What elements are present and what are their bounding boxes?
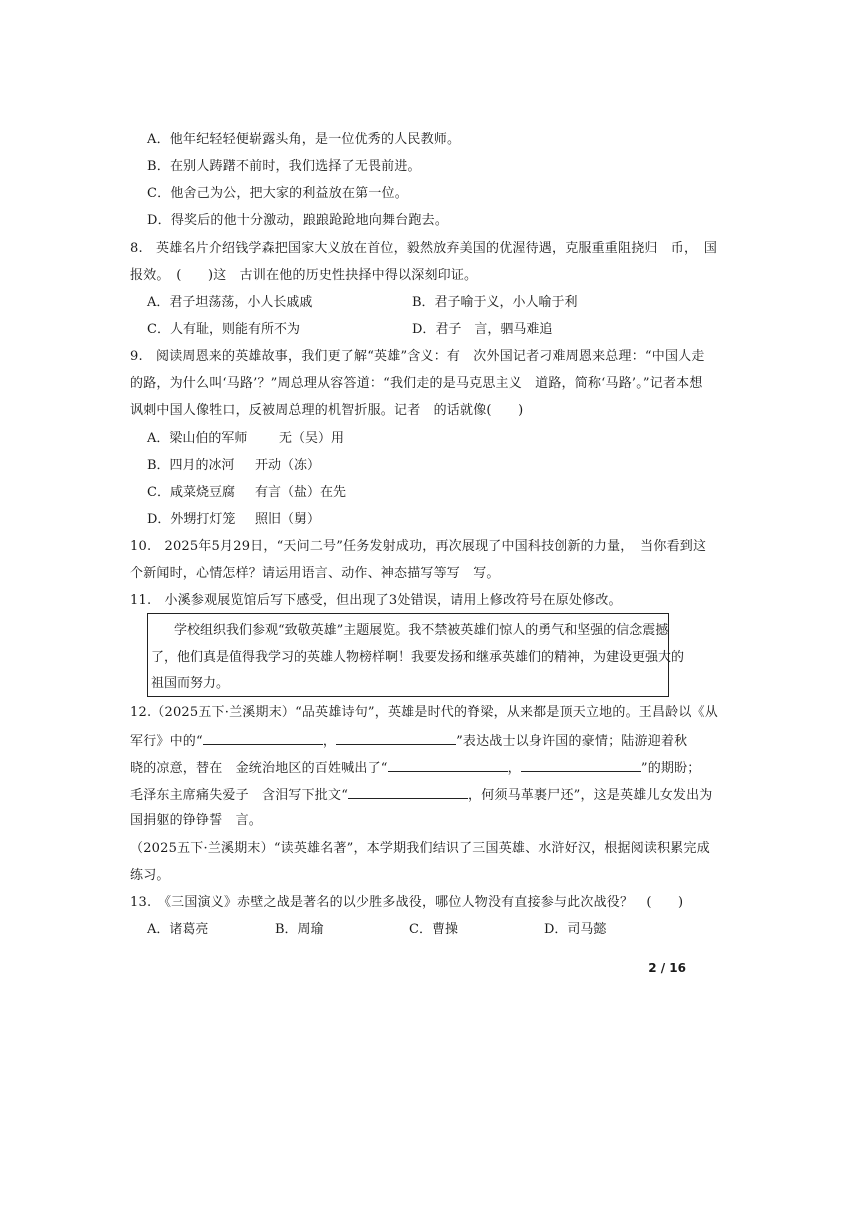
q12-blank-2[interactable] bbox=[336, 731, 456, 745]
q7-option-d: D．得奖后的他十分激动，踉踉跄跄地向舞台跑去。 bbox=[147, 213, 449, 228]
q9-option-b-right: 开动（冻） bbox=[255, 458, 321, 473]
q7-option-c: C．他舍己为公，把大家的利益放在第一位。 bbox=[147, 186, 408, 201]
q10-stem-line1: 10. 2025年5月29日，“天问二号”任务发射成功，再次展现了中国科技创新的力量， 当你看到这 bbox=[130, 539, 707, 554]
q9-stem-line3: 讽刺中国人像牲口，反被周总理的机智折服。记者 的话就像( ) bbox=[130, 403, 524, 418]
q12-blank-3[interactable] bbox=[388, 758, 508, 772]
q8-option-a: A．君子坦荡荡，小人长戚戚 bbox=[147, 295, 313, 310]
q8-stem-line1: 8. 英雄名片介绍钱学森把国家大义放在首位，毅然放弃美国的优渥待遇，克服重重阻挠归 币， 国 bbox=[130, 241, 718, 256]
q12-blank-4[interactable] bbox=[521, 758, 641, 772]
q8-option-b: B．君子喻于义，小人喻于利 bbox=[412, 295, 578, 310]
q12-text: ”的期盼； bbox=[640, 761, 701, 776]
page-number: 2 / 16 bbox=[648, 961, 686, 975]
q11-passage-line1: 学校组织我们参观“致敬英雄”主题展览。我不禁被英雄们惊人的勇气和坚强的信念震撼 bbox=[174, 623, 669, 638]
q10-stem-line2: 个新闻时，心情怎样？请运用语言、动作、神态描写等写 写。 bbox=[130, 566, 500, 581]
q9-stem-line1: 9. 阅读周恩来的英雄故事，我们更了解“英雄”含义：有 次外国记者刁难周恩来总理：“中国人走 bbox=[130, 349, 705, 364]
q11-passage-line3: 祖国而努力。 bbox=[151, 676, 230, 691]
q12-text: ， bbox=[507, 761, 521, 776]
q12-text: ， bbox=[322, 734, 337, 749]
q11-passage-line2: 了，他们真是值得我学习的英雄人物榜样啊！我要发扬和继承英雄们的精神，为建设更强大的 bbox=[151, 650, 685, 665]
q12-text: ，何须马革裹尸还”，这是英雄儿女发出为 bbox=[468, 788, 713, 803]
q12-stem-line1: 12.（2025五下·兰溪期末）“品英雄诗句”，英雄是时代的脊梁，从来都是顶天立地的。王昌龄以《从 bbox=[130, 705, 718, 720]
q8-option-c: C．人有耻，则能有所不为 bbox=[147, 322, 300, 337]
q12-text: ”表达战士以身许国的豪情；陆游迎着秋 bbox=[456, 734, 688, 749]
q12-blank-1[interactable] bbox=[203, 731, 323, 745]
section-intro-line2: 练习。 bbox=[130, 868, 170, 883]
q13-option-b: B．周瑜 bbox=[275, 922, 324, 937]
q11-passage-box bbox=[147, 613, 685, 697]
q13-stem: 13. 《三国演义》赤壁之战是著名的以少胜多战役，哪位人物没有直接参与此次战役？ ( ) bbox=[130, 895, 684, 910]
section-intro-line1: （2025五下·兰溪期末）“读英雄名著”，本学期我们结识了三国英雄、水浒好汉，根据阅读积累完成 bbox=[130, 841, 710, 856]
q9-option-b-left: B．四月的冰河 bbox=[147, 458, 235, 473]
q12-stem-line2 bbox=[130, 731, 687, 751]
q13-option-d: D．司马懿 bbox=[544, 922, 607, 937]
q9-option-a-right: 无（吴）用 bbox=[279, 431, 345, 446]
q7-option-a: A．他年纪轻轻便崭露头角，是一位优秀的人民教师。 bbox=[147, 132, 461, 147]
q12-text: 毛泽东主席痛失爱子 含泪写下批文“ bbox=[130, 788, 349, 803]
q9-option-d-left: D．外甥打灯笼 bbox=[147, 512, 236, 527]
q13-option-c: C．曹操 bbox=[409, 922, 458, 937]
q9-stem-line2: 的路，为什么叫‘马路’？”周总理从容答道：“我们走的是马克思主义 道路，简称‘马路’。”记者本想 bbox=[130, 376, 703, 391]
q12-stem-line4 bbox=[130, 785, 713, 805]
q12-stem-line3 bbox=[130, 758, 701, 778]
q12-text: 军行》中的“ bbox=[130, 734, 203, 749]
q9-option-c-right: 有言（盐）在先 bbox=[255, 485, 347, 500]
q12-stem-line5: 国捐躯的铮铮誓 言。 bbox=[130, 813, 263, 828]
q8-stem-line2: 报效。 ( )这 古训在他的历史性抉择中得以深刻印证。 bbox=[130, 268, 478, 283]
q12-text: 晓的凉意，替在 金统治地区的百姓喊出了“ bbox=[130, 761, 388, 776]
q9-option-c-left: C．咸菜烧豆腐 bbox=[147, 485, 235, 500]
q11-stem: 11. 小溪参观展览馆后写下感受，但出现了3处错误，请用上修改符号在原处修改。 bbox=[130, 593, 622, 608]
q13-option-a: A．诸葛亮 bbox=[147, 922, 209, 937]
q7-option-b: B．在别人踌躇不前时，我们选择了无畏前进。 bbox=[147, 159, 421, 174]
q12-blank-5[interactable] bbox=[348, 785, 468, 799]
q9-option-a-left: A．梁山伯的军师 bbox=[147, 431, 248, 446]
q9-option-d-right: 照旧（舅） bbox=[255, 512, 321, 527]
q8-option-d: D．君子 言，驷马难追 bbox=[412, 322, 553, 337]
